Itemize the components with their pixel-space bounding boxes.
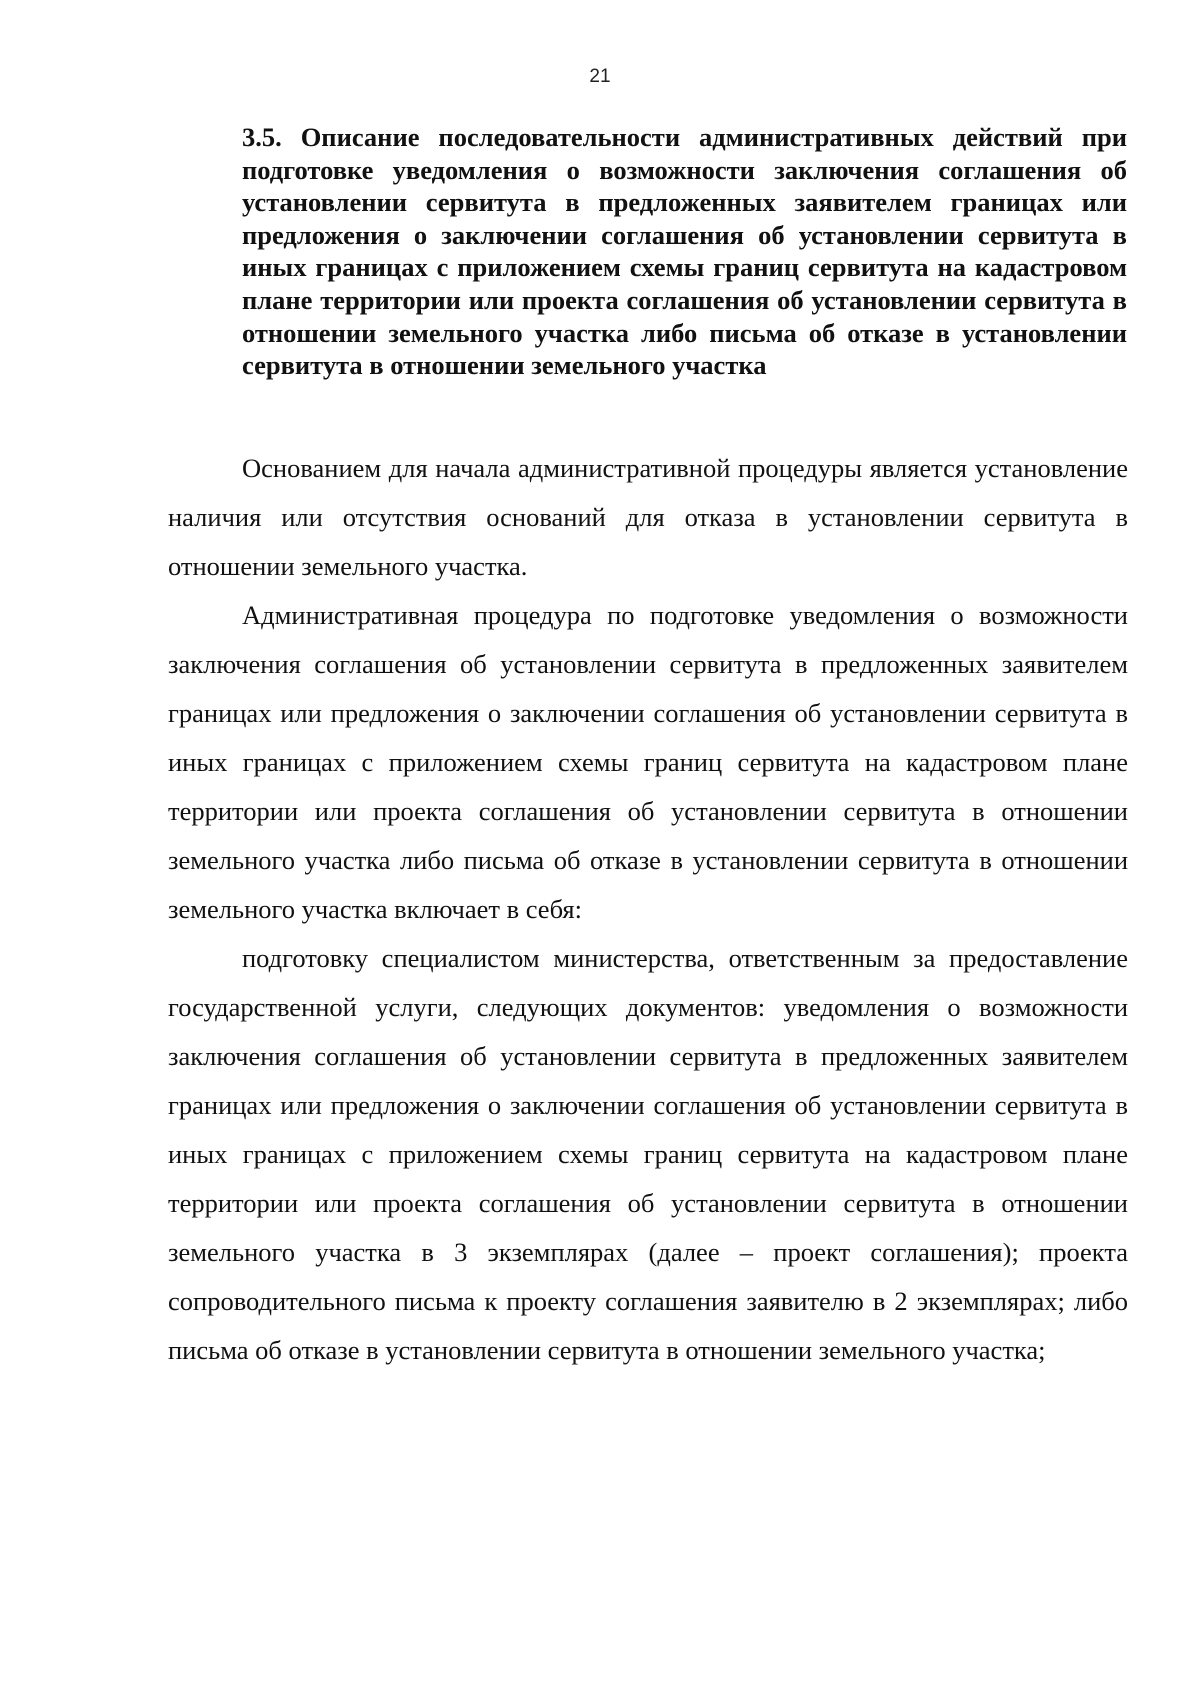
body-text	[168, 444, 1128, 1375]
page-number: 21	[589, 66, 611, 87]
paragraph-procedure: Административная процедура по подготовке уведомления о возможности заключения соглашения об установлении сервитута в предложенных заявителем границах или предложения о заключении соглашения об установлении сервитута в иных границах с приложением схемы границ сервитута на кадастровом плане территории или проекта соглашения об установлении сервитута в отношении земельного участка либо письма об отказе в установлении сервитута в отношении земельного участка включает в себя:	[168, 600, 1128, 924]
paragraph-basis: Основанием для начала административной процедуры является установление наличия или отсутствия оснований для отказа в установлении сервитута в отношении земельного участка.	[168, 453, 1128, 581]
paragraph-documents: подготовку специалистом министерства, ответственным за предоставление государственной услуги, следующих документов: уведомления о возможности заключения соглашения об установлении сервитута в предложенных заявителем границах или предложения о заключении соглашения об установлении сервитута в иных границах с приложением схемы границ сервитута на кадастровом плане территории или проекта соглашения об установлении сервитута в отношении земельного участка в 3 экземплярах (далее – проект соглашения); проекта сопроводительного письма к проекту соглашения заявителю в 2 экземплярах; либо письма об отказе в установлении сервитута в отношении земельного участка;	[168, 943, 1128, 1365]
section-heading: 3.5. Описание последовательности административных действий при подготовке уведомления о возможности заключения соглашения об установлении сервитута в предложенных заявителем границах или предложения о заключении соглашения об установлении сервитута в иных границах с приложением схемы границ сервитута на кадастровом плане территории или проекта соглашения об установлении сервитута в отношении земельного участка либо письма об отказе в установлении сервитута в отношении земельного участка	[242, 122, 1127, 381]
